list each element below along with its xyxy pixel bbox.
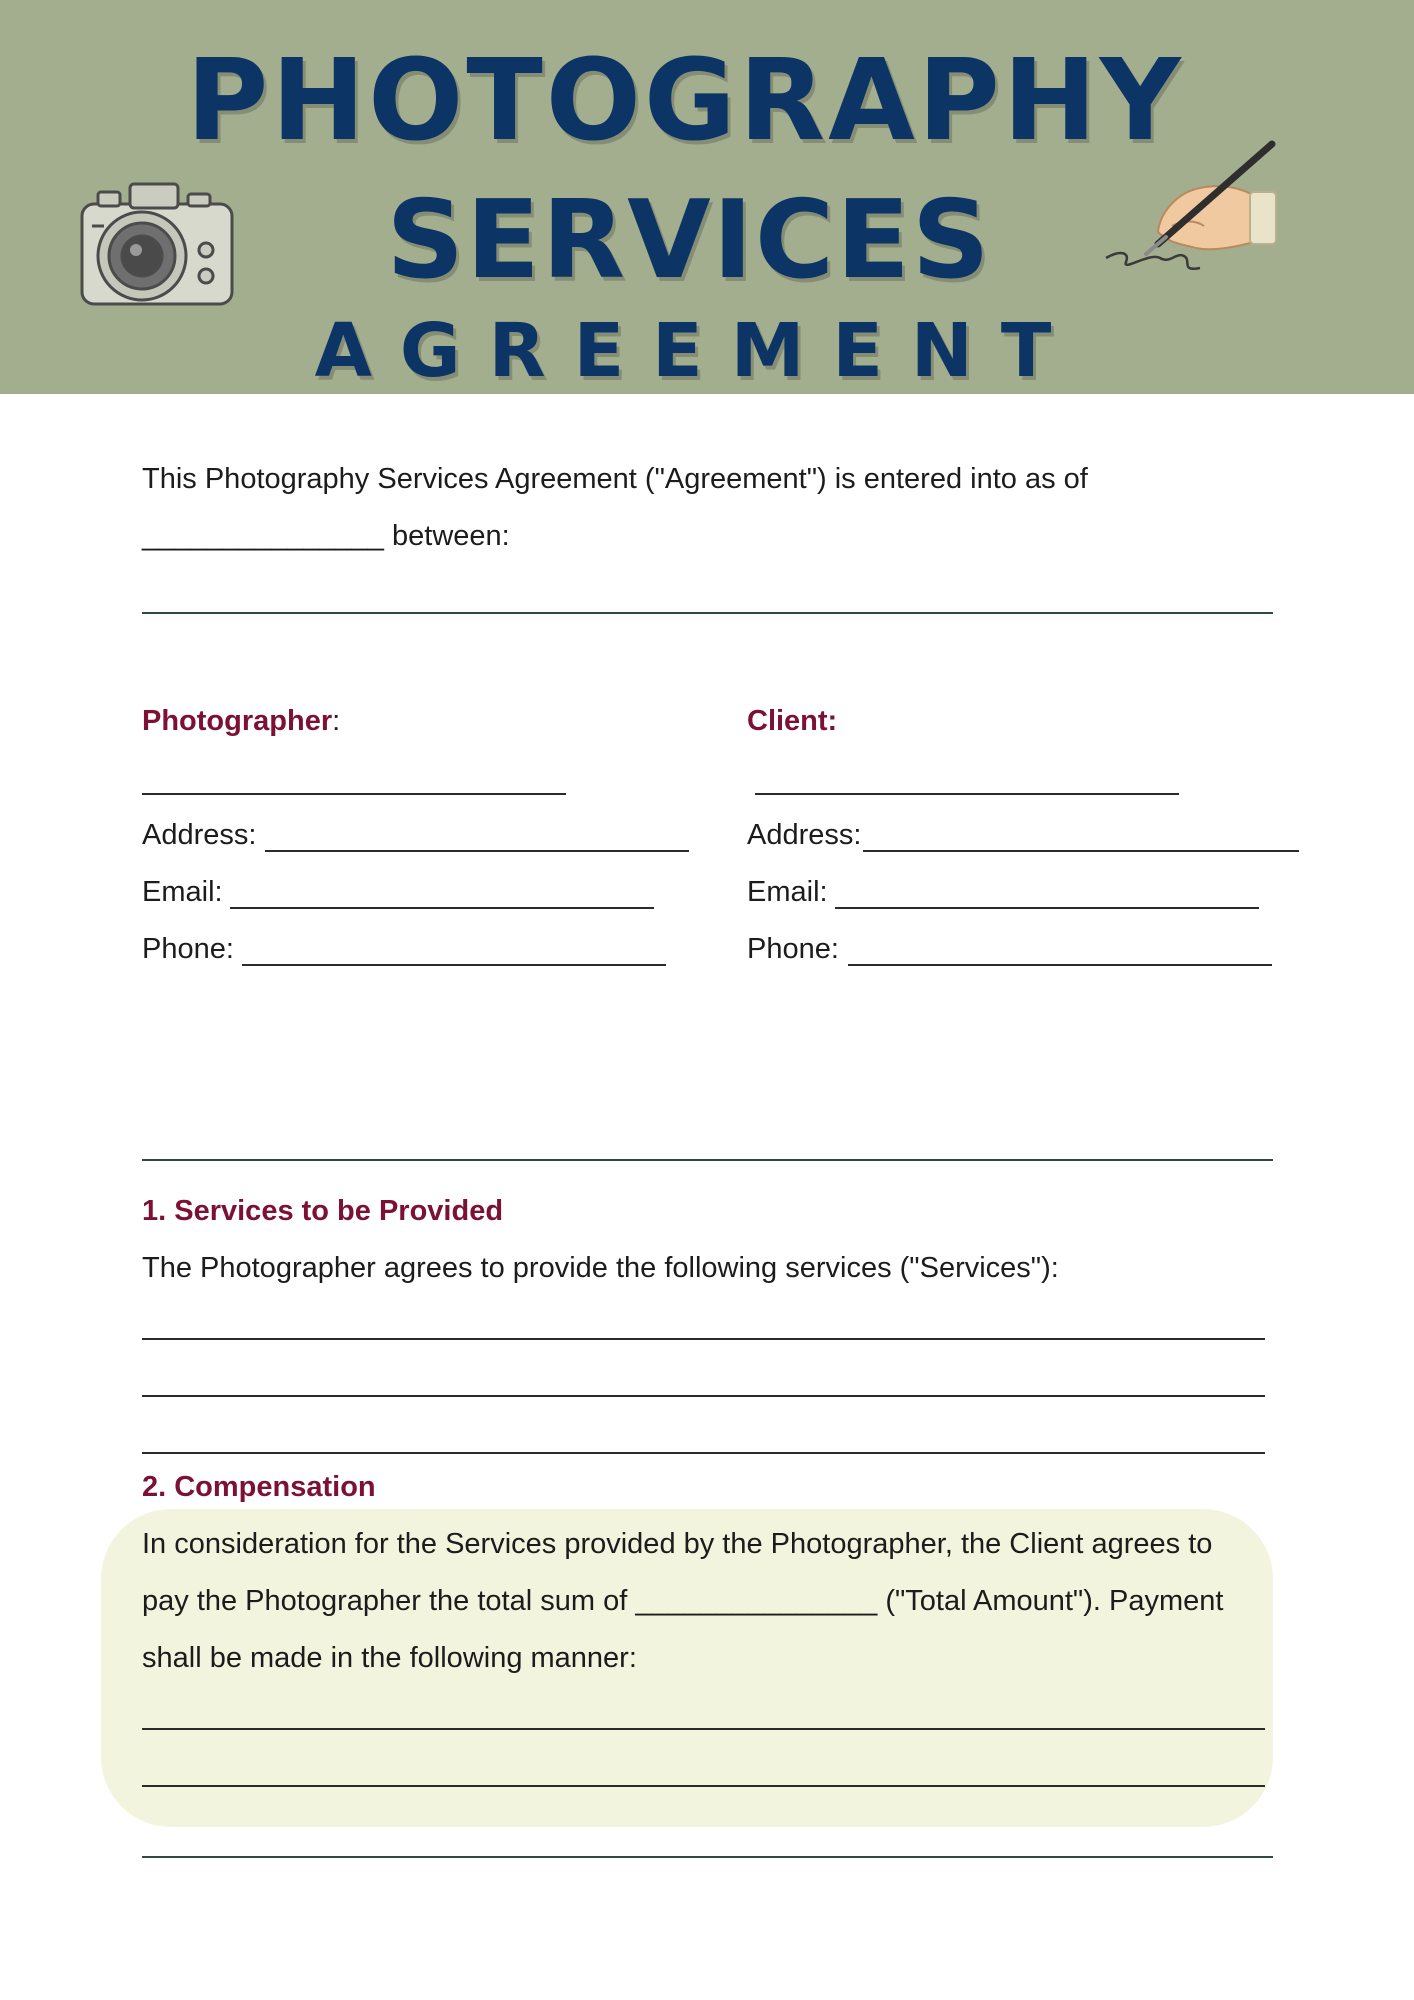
client-name-field[interactable] bbox=[755, 793, 1179, 795]
client-address-label: Address: bbox=[747, 819, 862, 851]
hand-signing-icon bbox=[1100, 140, 1280, 290]
intro-line: This Photography Services Agreement ("Agreement") is entered into as of bbox=[142, 463, 1088, 495]
photographer-colon: : bbox=[332, 705, 341, 737]
photographer-address-field[interactable] bbox=[265, 850, 689, 852]
compensation-line2-pre: pay the Photographer the total sum of bbox=[142, 1585, 628, 1617]
compensation-line3: shall be made in the following manner: bbox=[142, 1642, 637, 1674]
photographer-label: Photographer bbox=[142, 705, 333, 737]
photographer-heading bbox=[142, 704, 340, 738]
photographer-address-label: Address: bbox=[142, 819, 257, 851]
services-text: The Photographer agrees to provide the following services ("Services"): bbox=[142, 1252, 1059, 1284]
compensation-line2-post: ("Total Amount"). Payment bbox=[885, 1585, 1224, 1617]
title-line-services: SERVICES bbox=[386, 178, 992, 303]
total-amount-blank[interactable]: _______________ bbox=[635, 1585, 878, 1617]
client-email-label: Email: bbox=[747, 876, 828, 908]
client-heading: Client: bbox=[747, 705, 838, 737]
photographer-phone-label: Phone: bbox=[142, 933, 234, 965]
photographer-email-field[interactable] bbox=[230, 907, 654, 909]
services-line-field[interactable] bbox=[142, 1338, 1265, 1340]
camera-icon bbox=[78, 176, 238, 310]
payment-line-field[interactable] bbox=[142, 1785, 1265, 1787]
title-line-photography: PHOTOGRAPHY bbox=[186, 36, 1184, 166]
divider-rule bbox=[142, 1159, 1273, 1161]
compensation-line2 bbox=[142, 1584, 1223, 1618]
payment-line-field[interactable] bbox=[142, 1728, 1265, 1730]
divider-rule bbox=[142, 612, 1273, 614]
client-phone-label: Phone: bbox=[747, 933, 839, 965]
client-email-field[interactable] bbox=[835, 907, 1259, 909]
services-heading: 1. Services to be Provided bbox=[142, 1195, 504, 1227]
compensation-heading: 2. Compensation bbox=[142, 1471, 376, 1503]
photographer-phone-field[interactable] bbox=[242, 964, 666, 966]
client-address-field[interactable] bbox=[863, 850, 1299, 852]
photographer-name-field[interactable] bbox=[142, 793, 566, 795]
divider-rule bbox=[142, 1856, 1273, 1858]
title-line-agreement: AGREEMENT bbox=[314, 308, 1080, 394]
photographer-email-label: Email: bbox=[142, 876, 223, 908]
client-phone-field[interactable] bbox=[848, 964, 1272, 966]
intro-date-line bbox=[142, 519, 510, 553]
intro-between: between: bbox=[392, 520, 510, 552]
compensation-line1: In consideration for the Services provided by the Photographer, the Client agrees to bbox=[142, 1528, 1213, 1560]
services-line-field[interactable] bbox=[142, 1452, 1265, 1454]
intro-date-blank[interactable]: _______________ bbox=[142, 520, 384, 552]
services-line-field[interactable] bbox=[142, 1395, 1265, 1397]
